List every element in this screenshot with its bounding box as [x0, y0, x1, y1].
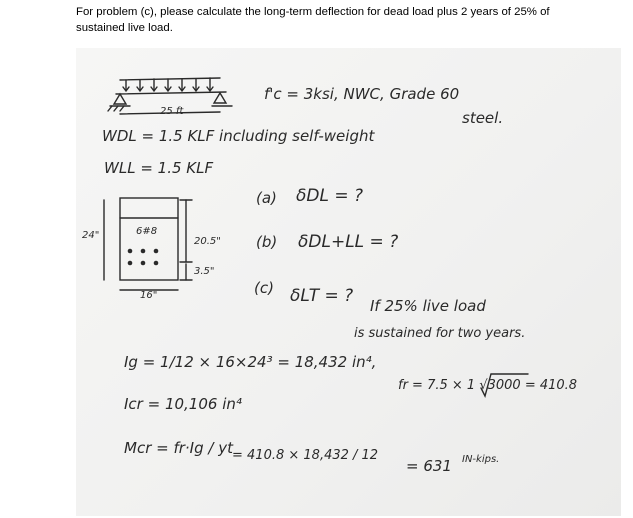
cracking-moment-unit: IN-kips. — [462, 454, 500, 465]
section-cover-label: 3.5" — [194, 266, 215, 277]
part-c-label: (c) — [254, 279, 274, 297]
handwritten-notes-photo — [76, 48, 621, 516]
load-arrows — [120, 78, 220, 91]
beam-line — [116, 92, 226, 94]
cracking-moment-result: = 631 — [406, 457, 452, 475]
span-label: 25 ft — [160, 106, 184, 117]
section-height-label: 24" — [82, 230, 100, 241]
section-width-label: 16" — [140, 290, 158, 301]
prompt-line-2: sustained live load. — [76, 22, 173, 34]
steel-label: steel. — [462, 109, 504, 127]
part-a-label: (a) — [256, 189, 277, 207]
section-bars-label: 6#8 — [136, 226, 158, 237]
pin-support — [114, 94, 126, 104]
part-b-label: (b) — [256, 233, 278, 251]
part-b-equation: δDL+LL = ? — [298, 232, 399, 252]
rebar-dots — [128, 249, 159, 266]
dead-load-line: WDL = 1.5 KLF including self-weight — [102, 127, 375, 145]
section-depth-label: 20.5" — [194, 236, 221, 247]
prompt-line-1: For problem (c), please calculate the long-term deflection for dead load plus 2 years of 25% of — [76, 6, 550, 18]
gross-inertia-calc: Ig = 1/12 × 16×24³ = 18,432 in⁴, — [124, 353, 377, 371]
part-c-text-1: If 25% live load — [370, 297, 486, 315]
part-c-equation: δLT = ? — [290, 286, 354, 306]
problem-prompt — [76, 4, 616, 36]
live-load-line: WLL = 1.5 KLF — [104, 159, 214, 177]
cracking-moment-substitution: = 410.8 × 18,432 / 12 — [232, 448, 379, 463]
concrete-spec: f'c = 3ksi, NWC, Grade 60 — [264, 85, 460, 103]
cracking-moment-lhs: Mcr = fr·Ig / yt — [124, 439, 233, 457]
rupture-modulus-calc: fr = 7.5 × 1 √3000 = 410.8 — [398, 378, 578, 393]
cracked-inertia-value: Icr = 10,106 in⁴ — [124, 395, 242, 413]
roller-support — [214, 93, 226, 103]
part-c-text-2: is sustained for two years. — [354, 326, 526, 341]
part-a-equation: δDL = ? — [296, 186, 364, 206]
